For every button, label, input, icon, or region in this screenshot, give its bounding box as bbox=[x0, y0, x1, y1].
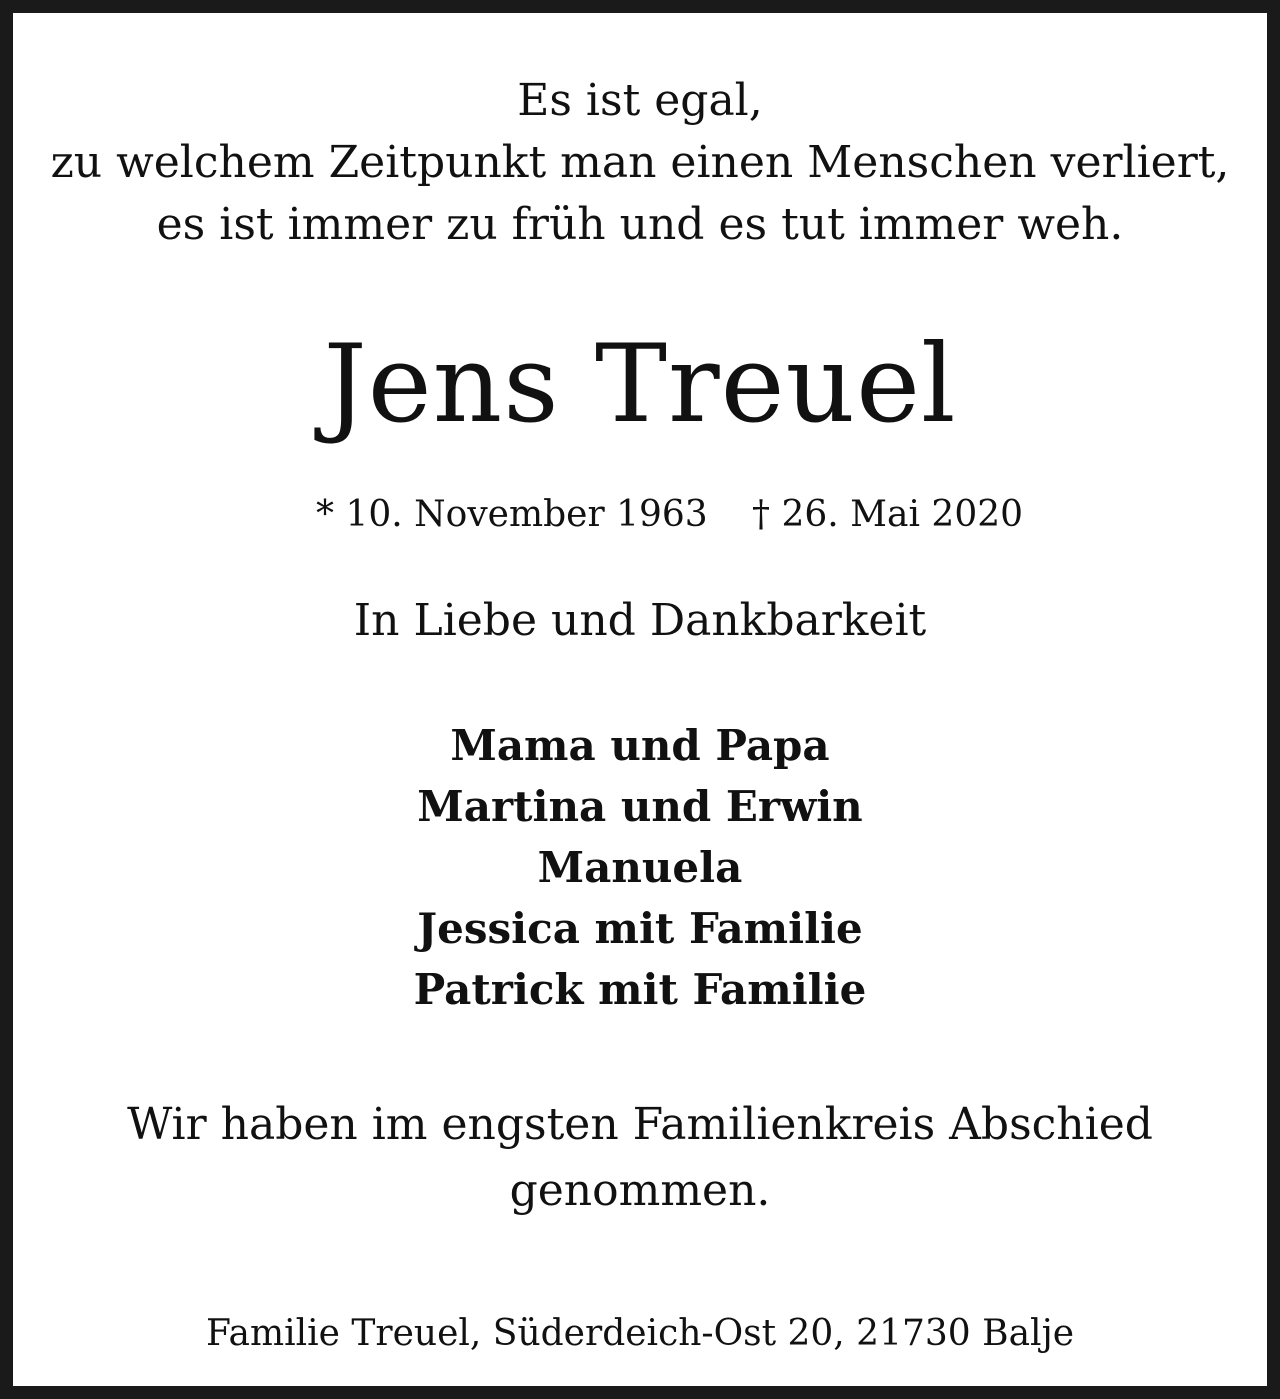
family-address: Familie Treuel, Süderdeich-Ost 20, 21730 Balje bbox=[205, 1313, 1075, 1354]
quote-line-3: es ist immer zu früh und es tut immer weh. bbox=[156, 199, 1124, 250]
quote-line-1: Es ist egal, bbox=[517, 75, 763, 126]
farewell-line-1: Wir haben im engsten Familienkreis Abschied bbox=[127, 1099, 1153, 1150]
death-date: † 26. Mai 2020 bbox=[752, 494, 1024, 535]
mourner-4: Jessica mit Familie bbox=[417, 904, 863, 953]
mourner-1: Mama und Papa bbox=[450, 721, 830, 770]
mourner-2: Martina und Erwin bbox=[417, 782, 863, 831]
mourner-3: Manuela bbox=[537, 843, 743, 892]
deceased-name: Jens Treuel bbox=[323, 322, 957, 447]
dedication: In Liebe und Dankbarkeit bbox=[353, 595, 927, 646]
birth-date: * 10. November 1963 bbox=[316, 494, 708, 535]
quote-line-2: zu welchem Zeitpunkt man einen Menschen verliert, bbox=[50, 137, 1230, 188]
life-dates bbox=[13, 494, 1267, 541]
mourner-5: Patrick mit Familie bbox=[413, 965, 867, 1014]
farewell-line-2: genommen. bbox=[509, 1165, 771, 1216]
